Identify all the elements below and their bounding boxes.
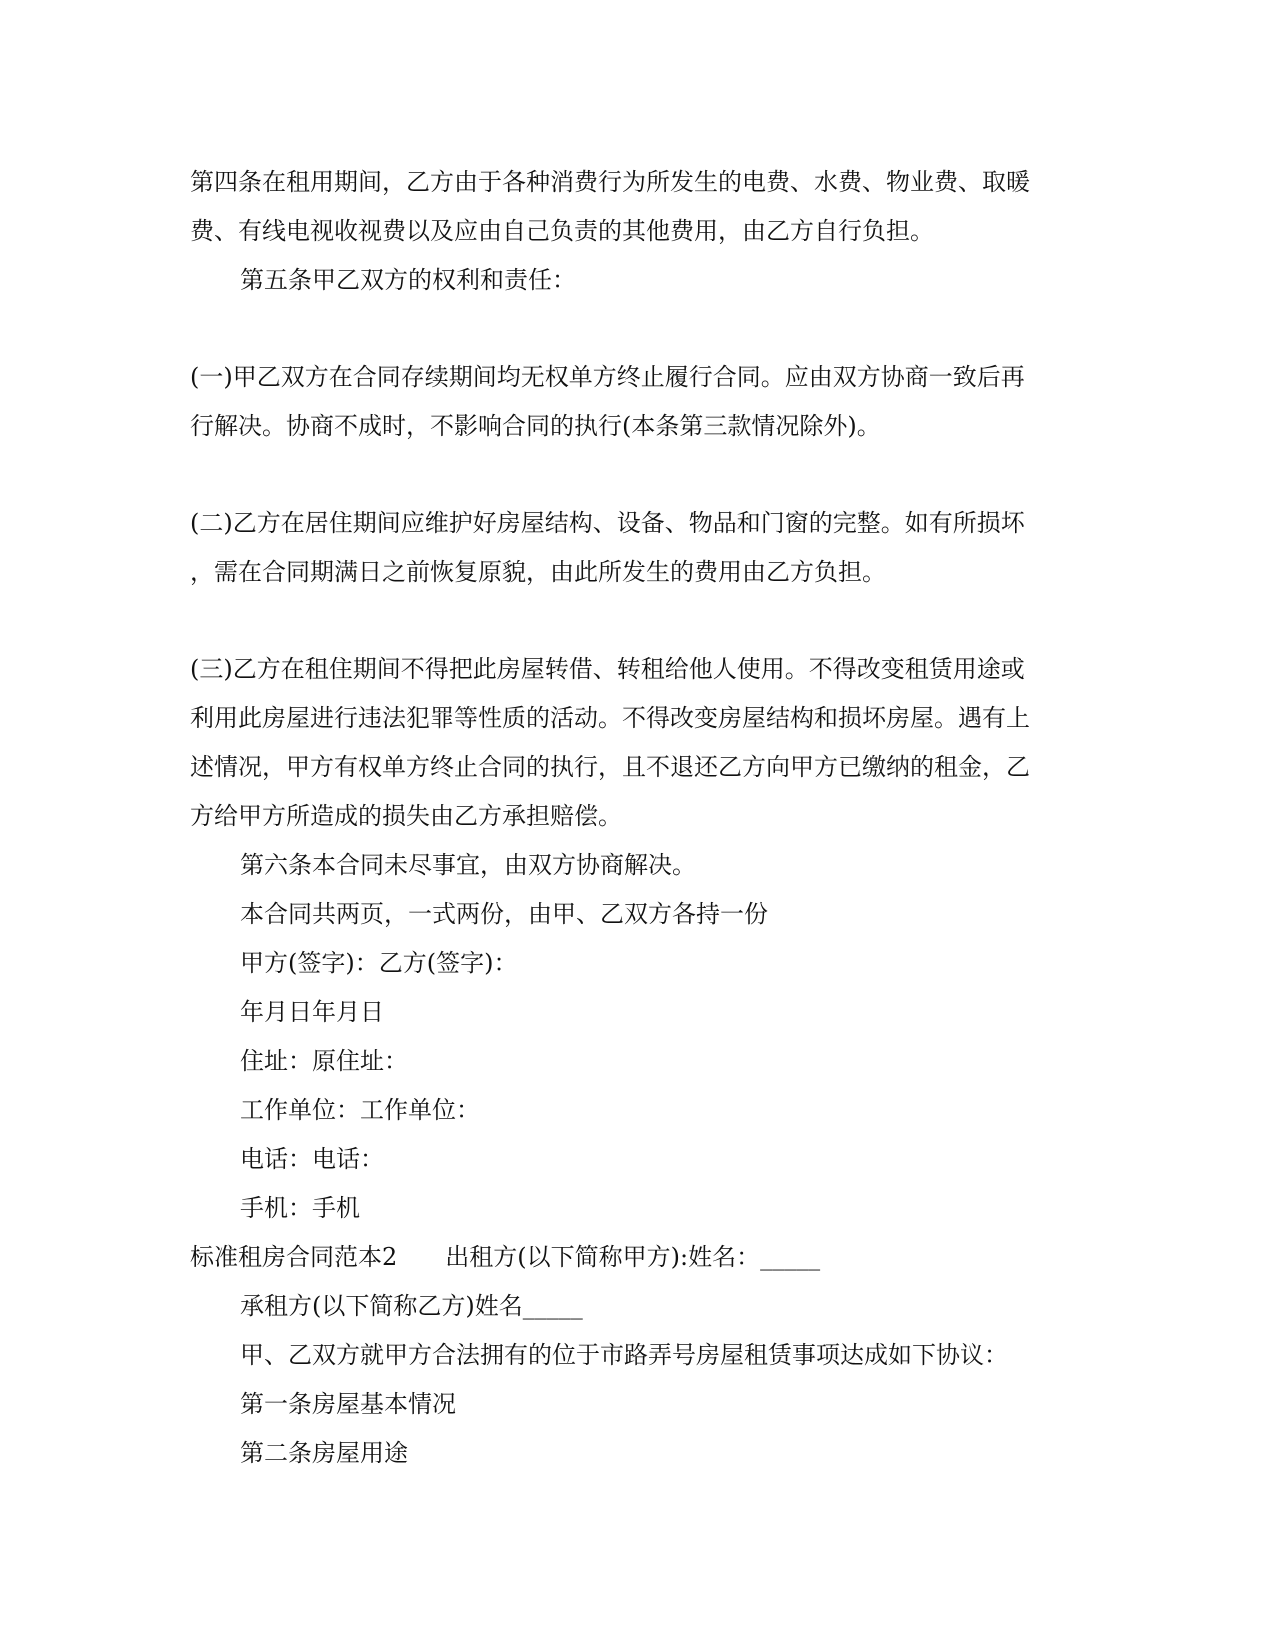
article-6: 第六条本合同未尽事宜，由双方协商解决。 — [240, 851, 696, 879]
paragraph-gap — [190, 597, 1070, 645]
document-page — [190, 158, 1070, 1478]
clause-3-line-4: 方给甲方所造成的损失由乙方承担赔偿。 — [190, 802, 622, 830]
clause-2-line-2: ，需在合同期满日之前恢复原貌，由此所发生的费用由乙方负担。 — [190, 558, 886, 586]
clause-2-line-1: (二)乙方在居住期间应维护好房屋结构、设备、物品和门窗的完整。如有所损坏 — [190, 509, 1025, 537]
article-1-heading: 第一条房屋基本情况 — [240, 1390, 456, 1418]
article-5-heading: 第五条甲乙双方的权利和责任： — [240, 266, 576, 294]
address-line: 住址：原住址： — [240, 1047, 408, 1075]
lessor-name-field: 出租方(以下简称甲方):姓名：_____ — [445, 1243, 821, 1271]
phone-line: 电话：电话： — [240, 1145, 384, 1173]
template-2-header — [190, 1233, 1070, 1282]
clause-3-line-2: 利用此房屋进行违法犯罪等性质的活动。不得改变房屋结构和损坏房屋。遇有上 — [190, 704, 1030, 732]
date-line: 年月日年月日 — [240, 998, 384, 1026]
lessee-name-field: 承租方(以下简称乙方)姓名_____ — [240, 1292, 583, 1320]
clause-1-line-2: 行解决。协商不成时，不影响合同的执行(本条第三款情况除外)。 — [190, 412, 881, 440]
clause-3-line-1: (三)乙方在租住期间不得把此房屋转借、转租给他人使用。不得改变租赁用途或 — [190, 655, 1025, 683]
signature-line: 甲方(签字)：乙方(签字)： — [240, 949, 518, 977]
paragraph-gap — [190, 451, 1070, 499]
clause-3-line-3: 述情况，甲方有权单方终止合同的执行，且不退还乙方向甲方已缴纳的租金，乙 — [190, 753, 1030, 781]
copies-note: 本合同共两页，一式两份，由甲、乙双方各持一份 — [240, 900, 768, 928]
employer-line: 工作单位：工作单位： — [240, 1096, 480, 1124]
agreement-intro: 甲、乙双方就甲方合法拥有的位于市路弄号房屋租赁事项达成如下协议： — [240, 1341, 1008, 1369]
mobile-line: 手机：手机 — [240, 1194, 360, 1222]
article-4-line-2: 费、有线电视收视费以及应由自己负责的其他费用，由乙方自行负担。 — [190, 217, 934, 245]
paragraph-gap — [190, 305, 1070, 353]
article-2-heading: 第二条房屋用途 — [240, 1439, 408, 1467]
clause-1-line-1: (一)甲乙双方在合同存续期间均无权单方终止履行合同。应由双方协商一致后再 — [190, 363, 1025, 391]
template-2-title: 标准租房合同范本2 — [190, 1243, 398, 1271]
article-4-line-1: 第四条在租用期间，乙方由于各种消费行为所发生的电费、水费、物业费、取暖 — [190, 168, 1030, 196]
